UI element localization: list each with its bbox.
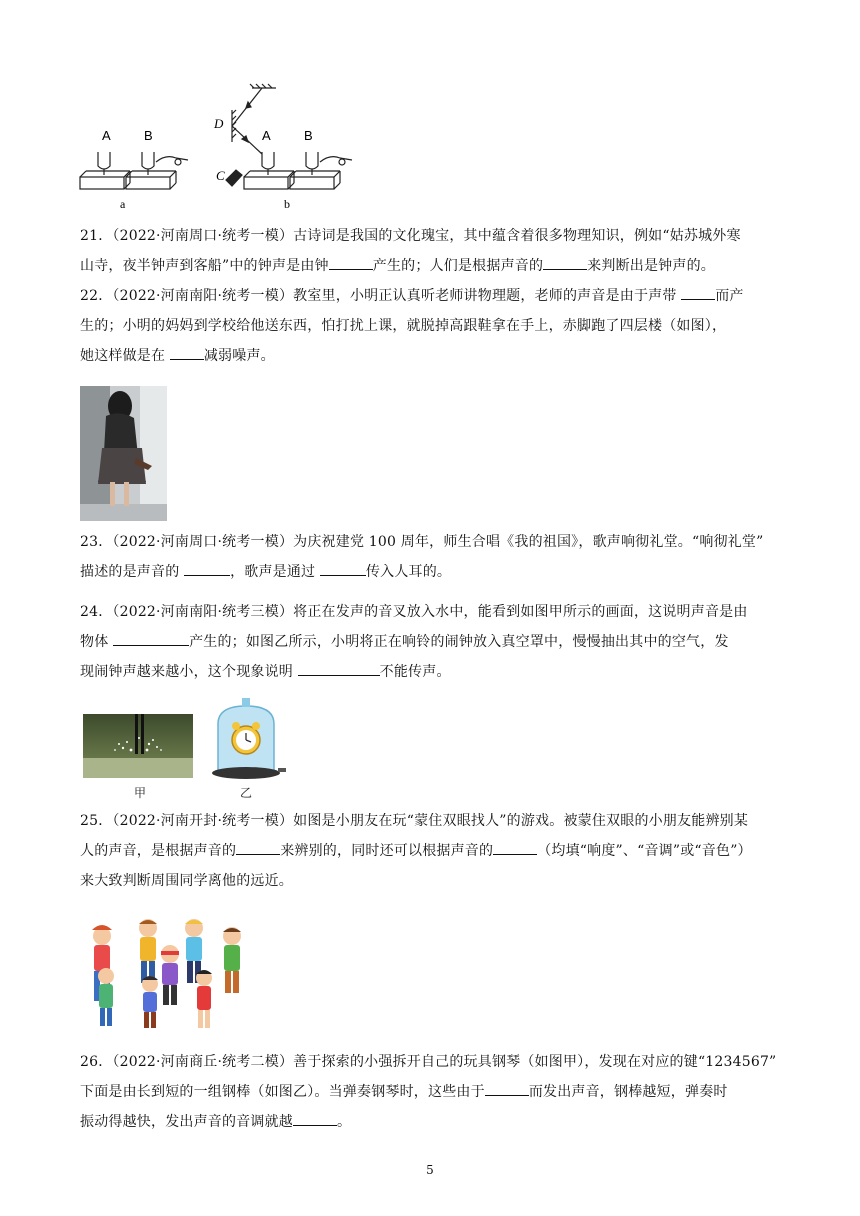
question-24-line-3 — [80, 657, 780, 687]
question-25-text-a: 人的声音，是根据声音的 — [80, 843, 237, 859]
question-22-text-b: 而产 — [715, 288, 744, 304]
question-26-text-b: 而发出声音，钢棒越短，弹奏时 — [528, 1084, 728, 1100]
question-21 — [80, 221, 780, 281]
answer-blank[interactable] — [113, 629, 189, 646]
question-24-text-b: 产生的；如图乙所示，小明将正在响铃的闹钟放入真空罩中，慢慢抽出其中的空气，发 — [189, 634, 729, 650]
question-24-line-2 — [80, 627, 780, 657]
question-21-text-b: 产生的；人们是根据声音的 — [372, 258, 544, 274]
answer-blank[interactable] — [298, 659, 380, 676]
question-23-text-c: 传入人耳的。 — [365, 564, 452, 580]
fork-label-a-right: A — [262, 128, 271, 143]
question-23 — [80, 527, 780, 587]
question-22-line-1 — [80, 281, 780, 311]
answer-blank[interactable] — [485, 1079, 529, 1096]
fork-label-b-right: B — [304, 128, 313, 143]
page-number: 5 — [426, 1163, 434, 1177]
answer-blank[interactable] — [293, 1109, 337, 1126]
figure-caption-jia: 甲 — [134, 786, 147, 800]
question-26-text-c: 振动得越快，发出声音的音调就越 — [80, 1114, 293, 1130]
answer-blank[interactable] — [543, 253, 587, 270]
question-23-text-b: ，歌声是通过 — [230, 564, 320, 580]
answer-blank[interactable] — [493, 838, 537, 855]
question-23-line-2 — [80, 557, 780, 587]
tuning-fork-water-photo — [83, 714, 193, 778]
question-24-text-a: 物体 — [80, 634, 114, 650]
question-22-line-2: 生的；小明的妈妈到学校给他送东西，怕打扰上课，就脱掉高跟鞋拿在手上，赤脚跑了四层楼（如图）， — [80, 318, 727, 334]
question-26-line-1: 26．（2022·河南商丘·统考二模）善于探索的小强拆开自己的玩具钢琴（如图甲），发现在对应的键“1234567” — [80, 1054, 777, 1070]
figure-caption-yi: 乙 — [240, 786, 253, 800]
question-21-line-1: 21．（2022·河南周口·统考一模）古诗词是我国的文化瑰宝，其中蕴含着很多物理知识，例如“姑苏城外寒 — [80, 228, 741, 244]
fork-label-b-left: B — [144, 128, 153, 143]
question-24-text-c: 现闹钟声越来越小，这个现象说明 — [80, 664, 298, 680]
question-25-text-c: （均填“响度”、“音调”或“音色”） — [537, 843, 752, 859]
answer-blank[interactable] — [170, 343, 204, 360]
fork-label-a-left: A — [102, 128, 111, 143]
figure-label-d: D — [214, 116, 224, 131]
question-26-line-2 — [80, 1077, 780, 1107]
question-22-text-c: 她这样做是在 — [80, 348, 170, 364]
answer-blank[interactable] — [320, 559, 366, 576]
answer-blank[interactable] — [184, 559, 230, 576]
question-25-line-2 — [80, 836, 780, 866]
question-22 — [80, 281, 780, 371]
answer-blank[interactable] — [681, 283, 715, 300]
question-25-line-3: 来大致判断周围同学离他的远近。 — [80, 873, 293, 889]
question-22-line-3 — [80, 341, 780, 371]
question-25 — [80, 806, 780, 896]
figure-caption-b: b — [284, 197, 290, 211]
tuning-fork-figure — [76, 80, 366, 215]
question-26-text-a: 下面是由长到短的一组钢棒（如图乙）。当弹奏钢琴时，这些由于 — [80, 1084, 485, 1100]
question-23-text-a: 描述的是声音的 — [80, 564, 185, 580]
figure-caption-a: a — [120, 197, 126, 211]
bell-jar-alarm-clock — [206, 694, 288, 782]
barefoot-mother-photo — [80, 386, 167, 521]
answer-blank[interactable] — [329, 253, 373, 270]
question-26-text-d: 。 — [337, 1114, 352, 1130]
question-26 — [80, 1047, 780, 1137]
blindfold-game-illustration — [82, 914, 262, 1032]
question-25-text-b: 来辨别的，同时还可以根据声音的 — [280, 843, 494, 859]
question-21-text-a: 山寺，夜半钟声到客船”中的钟声是由钟 — [80, 258, 329, 274]
question-21-text-c: 来判断出是钟声的。 — [587, 258, 715, 274]
question-26-line-3 — [80, 1107, 780, 1137]
figure-label-c: C — [216, 168, 225, 183]
question-24-text-d: 不能传声。 — [379, 664, 451, 680]
answer-blank[interactable] — [236, 838, 280, 855]
question-23-line-1: 23．（2022·河南周口·统考一模）为庆祝建党 100 周年，师生合唱《我的祖国》，歌声响彻礼堂。“响彻礼堂” — [80, 534, 764, 550]
question-21-line-2 — [80, 251, 780, 281]
question-24-line-1: 24．（2022·河南南阳·统考三模）将正在发声的音叉放入水中，能看到如图甲所示的画面，这说明声音是由 — [80, 604, 748, 620]
question-24 — [80, 597, 780, 687]
question-22-text-a: 22．（2022·河南南阳·统考一模）教室里，小明正认真听老师讲物理题，老师的声音是由于声带 — [80, 288, 682, 304]
question-25-line-1: 25．（2022·河南开封·统考一模）如图是小朋友在玩“蒙住双眼找人”的游戏。被蒙住双眼的小朋友能辨别某 — [80, 813, 749, 829]
question-22-text-d: 减弱噪声。 — [203, 348, 275, 364]
